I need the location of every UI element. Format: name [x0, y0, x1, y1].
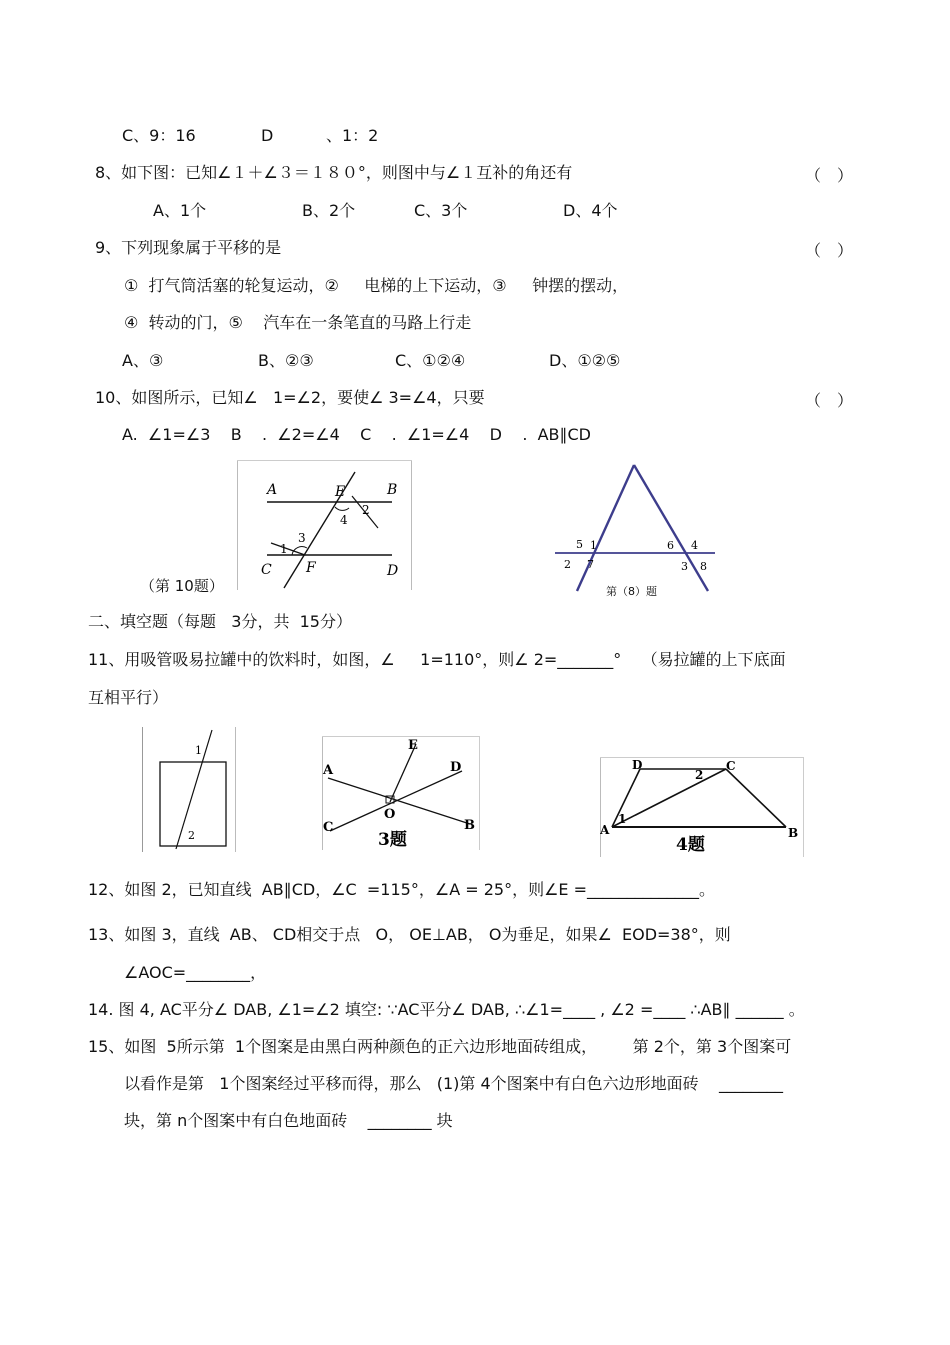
q8-option-d: D、4个 — [563, 201, 618, 220]
q10-answer-paren: （ ） — [805, 391, 854, 410]
q7-option-d-value: 、1：2 — [326, 126, 379, 145]
q7-option-d: D — [261, 126, 274, 145]
q14-text: 14. 图 4, AC平分∠ DAB, ∠1=∠2 填空: ∵AC平分∠ DAB, ∴∠1=____ , ∠2 =____ ∴AB∥ ______ 。 — [88, 1000, 805, 1019]
figure-can — [142, 727, 236, 852]
q10-options: A. ∠1=∠3 B . ∠2=∠4 C . ∠1=∠4 D . AB∥CD — [122, 425, 591, 444]
fig8-label-6: 6 — [667, 539, 674, 552]
fig10-label-4: 4 — [340, 513, 348, 527]
fig10-label-c: C — [261, 562, 272, 578]
q8-stem: 8、如下图：已知∠１＋∠３＝１８０°，则图中与∠１互补的角还有 — [95, 163, 573, 182]
q9-items-line1: ① 打气筒活塞的轮复运动，② 电梯的上下运动，③ 钟摆的摆动， — [124, 276, 629, 295]
fig3-caption: 3题 — [378, 830, 407, 850]
q9-option-b: B、②③ — [258, 351, 314, 370]
fig4-label-b: B — [788, 826, 799, 840]
q15-line3: 块，第 n个图案中有白色地面砖 ________ 块 — [124, 1111, 453, 1130]
section2-title: 二、填空题（每题 3分，共 15分） — [88, 612, 352, 631]
q8-option-a: A、1个 — [153, 201, 207, 220]
fig10-label-e: E — [335, 484, 346, 500]
q9-option-a: A、③ — [122, 351, 164, 370]
figure-q10 — [237, 460, 412, 590]
q13-line1: 13、如图 3，直线 AB、 CD相交于点 O， OE⊥AB， O为垂足，如果∠ EOD=38°，则 — [88, 925, 731, 944]
figcan-label-2: 2 — [188, 829, 195, 842]
fig4-label-c: C — [726, 759, 736, 773]
fig8-label-7: 7 — [587, 558, 594, 571]
figure-3 — [322, 736, 480, 850]
fig4-label-d: D — [632, 758, 643, 772]
fig4-label-2: 2 — [695, 768, 704, 782]
q9-answer-paren: （ ） — [805, 241, 854, 260]
q13-line2: ∠AOC=________， — [124, 963, 267, 982]
q15-line1: 15、如图 5所示第 1个图案是由黑白两种颜色的正六边形地面砖组成， 第 2个，第 3个图案可 — [88, 1037, 792, 1056]
q8-answer-paren: （ ） — [805, 166, 854, 185]
fig8-label-4: 4 — [691, 539, 698, 552]
q10-stem: 10、如图所示，已知∠ 1=∠2，要使∠ 3=∠4，只要 — [95, 388, 485, 407]
q12-text: 12、如图 2，已知直线 AB∥CD，∠C =115°，∠A = 25°，则∠E =______________。 — [88, 880, 716, 899]
fig3-label-a: A — [323, 763, 334, 778]
fig10-label-3: 3 — [298, 531, 306, 545]
q15-line2: 以看作是第 1个图案经过平移而得，那么 (1)第 4个图案中有白色六边形地面砖 ________ — [124, 1074, 783, 1093]
fig8-caption: 第（8）题 — [606, 585, 657, 598]
fig3-label-o: O — [384, 807, 396, 822]
fig10-label-b: B — [387, 482, 398, 498]
q9-option-c: C、①②④ — [395, 351, 466, 370]
fig10-label-f: F — [306, 560, 316, 576]
fig10-label-a: A — [267, 482, 278, 498]
q7-option-c: C、9：16 — [122, 126, 196, 145]
fig4-caption: 4题 — [676, 835, 705, 855]
fig8-label-5: 5 — [576, 538, 583, 551]
fig3-label-c: C — [323, 820, 334, 835]
figcan-label-1: 1 — [195, 744, 202, 757]
fig8-label-8: 8 — [700, 560, 707, 573]
fig4-label-1: 1 — [618, 812, 627, 826]
fig10-label-d: D — [387, 563, 399, 579]
fig3-label-d: D — [450, 760, 462, 775]
fig3-label-e: E — [408, 738, 418, 753]
fig8-label-3: 3 — [681, 560, 688, 573]
fig3-label-b: B — [464, 818, 475, 833]
fig10-label-2: 2 — [362, 503, 370, 517]
q8-option-c: C、3个 — [414, 201, 468, 220]
fig8-label-2: 2 — [564, 558, 571, 571]
fig4-label-a: A — [600, 823, 610, 837]
q9-items-line2: ④ 转动的门，⑤ 汽车在一条笔直的马路上行走 — [124, 313, 472, 332]
q9-stem: 9、下列现象属于平移的是 — [95, 238, 282, 257]
q8-option-b: B、2个 — [302, 201, 356, 220]
fig10-label-1: 1 — [280, 542, 288, 556]
fig8-label-1: 1 — [590, 539, 597, 552]
figure-4 — [600, 757, 804, 857]
q9-option-d: D、①②⑤ — [549, 351, 621, 370]
fig10-caption: （第 10题） — [140, 577, 224, 595]
q11-line2: 互相平行） — [88, 688, 169, 707]
q11-line1: 11、用吸管吸易拉罐中的饮料时，如图，∠ 1=110°，则∠ 2=_______° （易拉罐的上下底面 — [88, 650, 786, 669]
figure-q8 — [550, 460, 720, 600]
